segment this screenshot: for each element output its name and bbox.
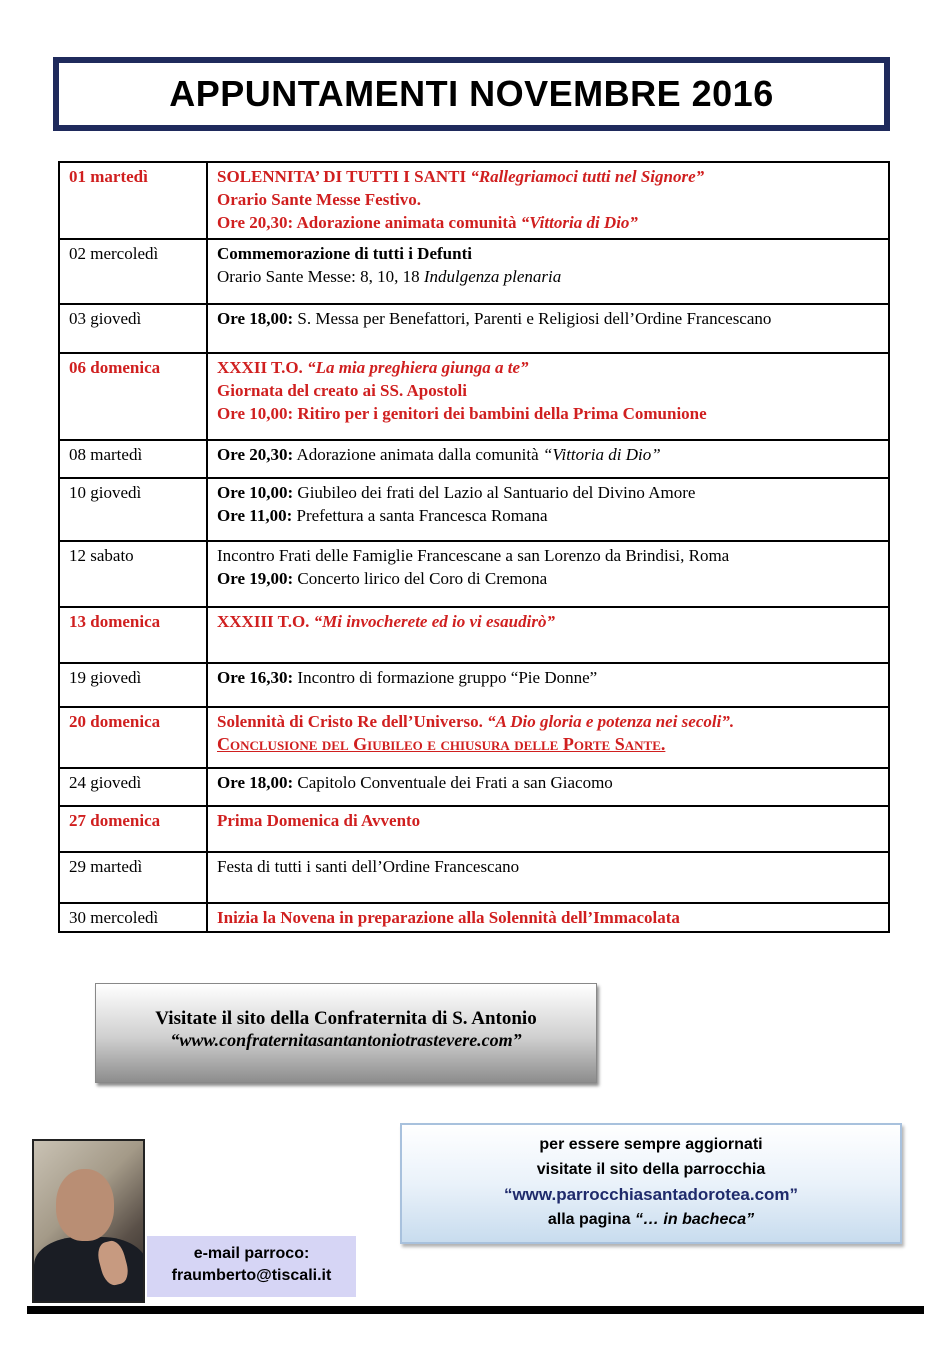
schedule-description (207, 478, 889, 541)
description-text: Prima Domenica di Avvento (217, 811, 421, 830)
schedule-description (207, 806, 889, 852)
description-text: “Rallegriamoci tutti nel Signore” (470, 167, 705, 186)
schedule-row (59, 806, 889, 852)
confraternita-url[interactable]: “www.confraternitasantantoniotrastevere.com” (170, 1030, 522, 1050)
title-banner (53, 57, 890, 131)
description-text: Indulgenza plenaria (423, 267, 562, 286)
description-text: Ore 10,00: Ritiro per i genitori dei bambini della Prima Comunione (217, 404, 707, 423)
schedule-description (207, 768, 889, 806)
description-line (217, 544, 879, 567)
description-text: Ore 18,00: (217, 773, 294, 792)
schedule-row (59, 903, 889, 932)
schedule-row (59, 663, 889, 707)
description-line (217, 307, 879, 330)
schedule-day: 19 giovedì (59, 663, 207, 707)
schedule-body (59, 162, 889, 932)
schedule-description (207, 707, 889, 768)
description-text: Orario Sante Messe: (217, 267, 361, 286)
description-text: S. Messa per Benefattori, Parenti e Religiosi dell’Ordine Francescano (293, 309, 772, 328)
photo-body-shape (34, 1237, 145, 1303)
description-text: Ore 16,30: (217, 668, 294, 687)
schedule-day: 06 domenica (59, 353, 207, 440)
description-text: Ore 19,00: (217, 569, 294, 588)
description-line (217, 402, 879, 425)
description-text: “Vittoria di Dio” (542, 445, 661, 464)
schedule-description (207, 663, 889, 707)
schedule-row (59, 239, 889, 304)
title-frame (57, 61, 886, 127)
description-line (217, 481, 879, 504)
description-text: Giubileo dei frati del Lazio al Santuario del Divino Amore (293, 483, 696, 502)
schedule-row (59, 440, 889, 478)
parrocchia-line4-prefix: alla pagina (547, 1211, 635, 1228)
schedule-day: 13 domenica (59, 607, 207, 663)
schedule-day: 03 giovedì (59, 304, 207, 353)
schedule-row (59, 852, 889, 903)
description-text: Ore 20,30: Adorazione animata comunità (217, 213, 521, 232)
description-text: “Vittoria di Dio” (520, 213, 638, 232)
confraternita-title: Visitate il sito della Confraternita di S. Antonio (155, 1008, 537, 1029)
description-text: Commemorazione di tutti i Defunti (217, 244, 472, 263)
description-line (217, 906, 879, 929)
photo-face-shape (56, 1169, 114, 1241)
description-text: Ore 18,00: (217, 309, 294, 328)
description-text: 8, 10, 18 (360, 267, 424, 286)
schedule-description (207, 607, 889, 663)
description-text: Adorazione animata dalla comunità (293, 445, 543, 464)
description-line (217, 242, 879, 265)
description-text: Ore 11,00: (217, 506, 293, 525)
description-text: “La mia preghiera giunga a te” (307, 358, 529, 377)
bottom-rule (27, 1306, 924, 1314)
description-line (217, 356, 879, 379)
description-text: Incontro Frati delle Famiglie Francescane a san Lorenzo da Brindisi, Roma (217, 546, 730, 565)
schedule-day: 10 giovedì (59, 478, 207, 541)
schedule-day: 30 mercoledì (59, 903, 207, 932)
schedule-description (207, 304, 889, 353)
description-text: Solennità di Cristo Re dell’Universo. (217, 712, 488, 731)
description-text: Concerto lirico del Coro di Cremona (293, 569, 548, 588)
description-line (217, 855, 879, 878)
schedule-row (59, 304, 889, 353)
description-line (217, 666, 879, 689)
description-text: Orario Sante Messe Festivo. (217, 190, 421, 209)
schedule-description (207, 353, 889, 440)
description-line (217, 188, 879, 211)
schedule-table (58, 161, 890, 933)
parrocchia-line2: visitate il sito della parrocchia (536, 1161, 766, 1178)
description-line (217, 504, 879, 527)
parrocchia-url[interactable]: “www.parrocchiasantadorotea.com” (503, 1185, 799, 1204)
schedule-description (207, 440, 889, 478)
schedule-description (207, 541, 889, 607)
parroco-photo (32, 1139, 145, 1303)
parrocchia-line1: per essere sempre aggiornati (539, 1136, 763, 1153)
schedule-row (59, 707, 889, 768)
schedule-description (207, 162, 889, 239)
description-text: Festa di tutti i santi dell’Ordine Francescano (217, 857, 520, 876)
schedule-day: 29 martedì (59, 852, 207, 903)
description-line (217, 379, 879, 402)
schedule-day: 01 martedì (59, 162, 207, 239)
schedule-row (59, 541, 889, 607)
description-line (217, 443, 879, 466)
schedule-description (207, 239, 889, 304)
description-text: SOLENNITA’ DI TUTTI I SANTI (217, 167, 471, 186)
parrocchia-line4-italic: “… in bacheca” (634, 1211, 755, 1228)
schedule-day: 12 sabato (59, 541, 207, 607)
description-text: “Mi invocherete ed io vi esaudirò” (313, 612, 555, 631)
description-line (217, 771, 879, 794)
description-text: “A Dio gloria e potenza nei secoli”. (487, 712, 735, 731)
description-text: Giornata del creato ai SS. Apostoli (217, 381, 467, 400)
schedule-row (59, 768, 889, 806)
description-text: Ore 10,00: (217, 483, 294, 502)
schedule-row (59, 607, 889, 663)
description-text: XXXIII T.O. (217, 612, 314, 631)
schedule-day: 08 martedì (59, 440, 207, 478)
schedule-row (59, 353, 889, 440)
description-line (217, 265, 879, 288)
schedule-row (59, 162, 889, 239)
email-label: e-mail parroco: (193, 1245, 310, 1262)
description-line (217, 610, 879, 633)
schedule-day: 20 domenica (59, 707, 207, 768)
schedule-description (207, 852, 889, 903)
description-text: Inizia la Novena in preparazione alla Solennità dell’Immacolata (217, 908, 680, 927)
description-line (217, 567, 879, 590)
email-box (147, 1236, 356, 1297)
description-text: XXXII T.O. (217, 358, 308, 377)
description-line (217, 211, 879, 234)
description-text: Ore 20,30: (217, 445, 294, 464)
schedule-day: 24 giovedì (59, 768, 207, 806)
schedule-day: 02 mercoledì (59, 239, 207, 304)
email-address[interactable]: fraumberto@tiscali.it (171, 1267, 332, 1284)
description-line (217, 809, 879, 832)
schedule-day: 27 domenica (59, 806, 207, 852)
description-text: Prefettura a santa Francesca Romana (292, 506, 548, 525)
description-text: Capitolo Conventuale dei Frati a san Giacomo (293, 773, 613, 792)
parrocchia-box (400, 1123, 902, 1244)
schedule-description (207, 903, 889, 932)
description-text: Conclusione del Giubileo e chiusura delle Porte Sante. (217, 734, 666, 754)
parrocchia-line4 (402, 1207, 900, 1232)
description-line (217, 733, 879, 756)
page-title: APPUNTAMENTI NOVEMBRE 2016 (169, 73, 774, 114)
description-text: Incontro di formazione gruppo “Pie Donne” (293, 668, 598, 687)
confraternita-box (95, 983, 597, 1083)
description-line (217, 165, 879, 188)
description-line (217, 710, 879, 733)
schedule-row (59, 478, 889, 541)
